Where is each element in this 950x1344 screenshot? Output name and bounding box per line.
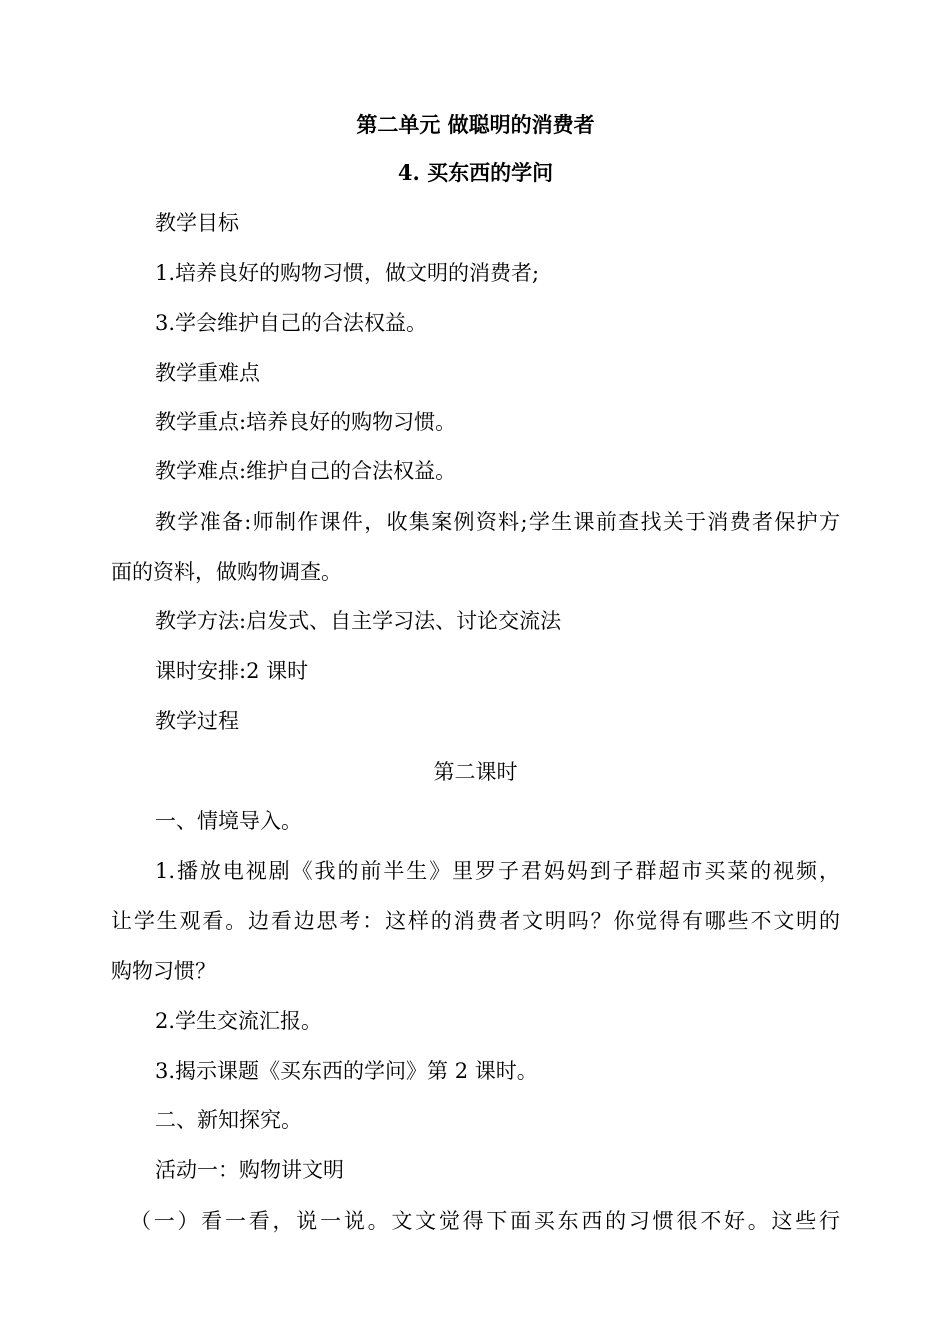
lesson-title: 4. 买东西的学问 [397, 160, 554, 185]
process-heading: 教学过程 [155, 709, 239, 733]
section-1-heading: 一、情境导入。 [155, 809, 302, 833]
activity-1: 活动一：购物讲文明 [155, 1158, 344, 1182]
goals-heading: 教学目标 [155, 211, 239, 235]
preparation-line-1: 教学准备:师制作课件，收集案例资料;学生课前查找关于消费者保护方 [155, 510, 840, 534]
difficult-point: 教学难点:维护自己的合法权益。 [155, 459, 457, 483]
item-1-line-2: 让学生观看。边看边思考：这样的消费者文明吗？你觉得有哪些不文明的 [111, 909, 840, 933]
item-1-line-1: 1.播放电视剧《我的前半生》里罗子君妈妈到子群超市买菜的视频， [155, 859, 840, 883]
unit-title: 第二单元 做聪明的消费者 [356, 112, 595, 137]
item-3: 3.揭示课题《买东西的学问》第 2 课时。 [155, 1059, 538, 1083]
class-schedule: 课时安排:2 课时 [155, 659, 309, 683]
item-1-line-3: 购物习惯？ [111, 959, 216, 983]
key-point: 教学重点:培养良好的购物习惯。 [155, 410, 457, 434]
section-2-heading: 二、新知探究。 [155, 1108, 302, 1132]
preparation-line-2: 面的资料，做购物调查。 [111, 560, 342, 584]
sub-1-line-1: （一）看一看，说一说。文文觉得下面买东西的习惯很不好。这些行 [130, 1209, 840, 1233]
item-2: 2.学生交流汇报。 [155, 1009, 323, 1033]
goal-1: 1.培养良好的购物习惯，做文明的消费者; [155, 261, 540, 285]
period-title: 第二课时 [433, 760, 518, 784]
goal-3: 3.学会维护自己的合法权益。 [155, 311, 428, 335]
teaching-methods: 教学方法:启发式、自主学习法、讨论交流法 [155, 609, 562, 633]
key-points-heading: 教学重难点 [155, 361, 260, 385]
